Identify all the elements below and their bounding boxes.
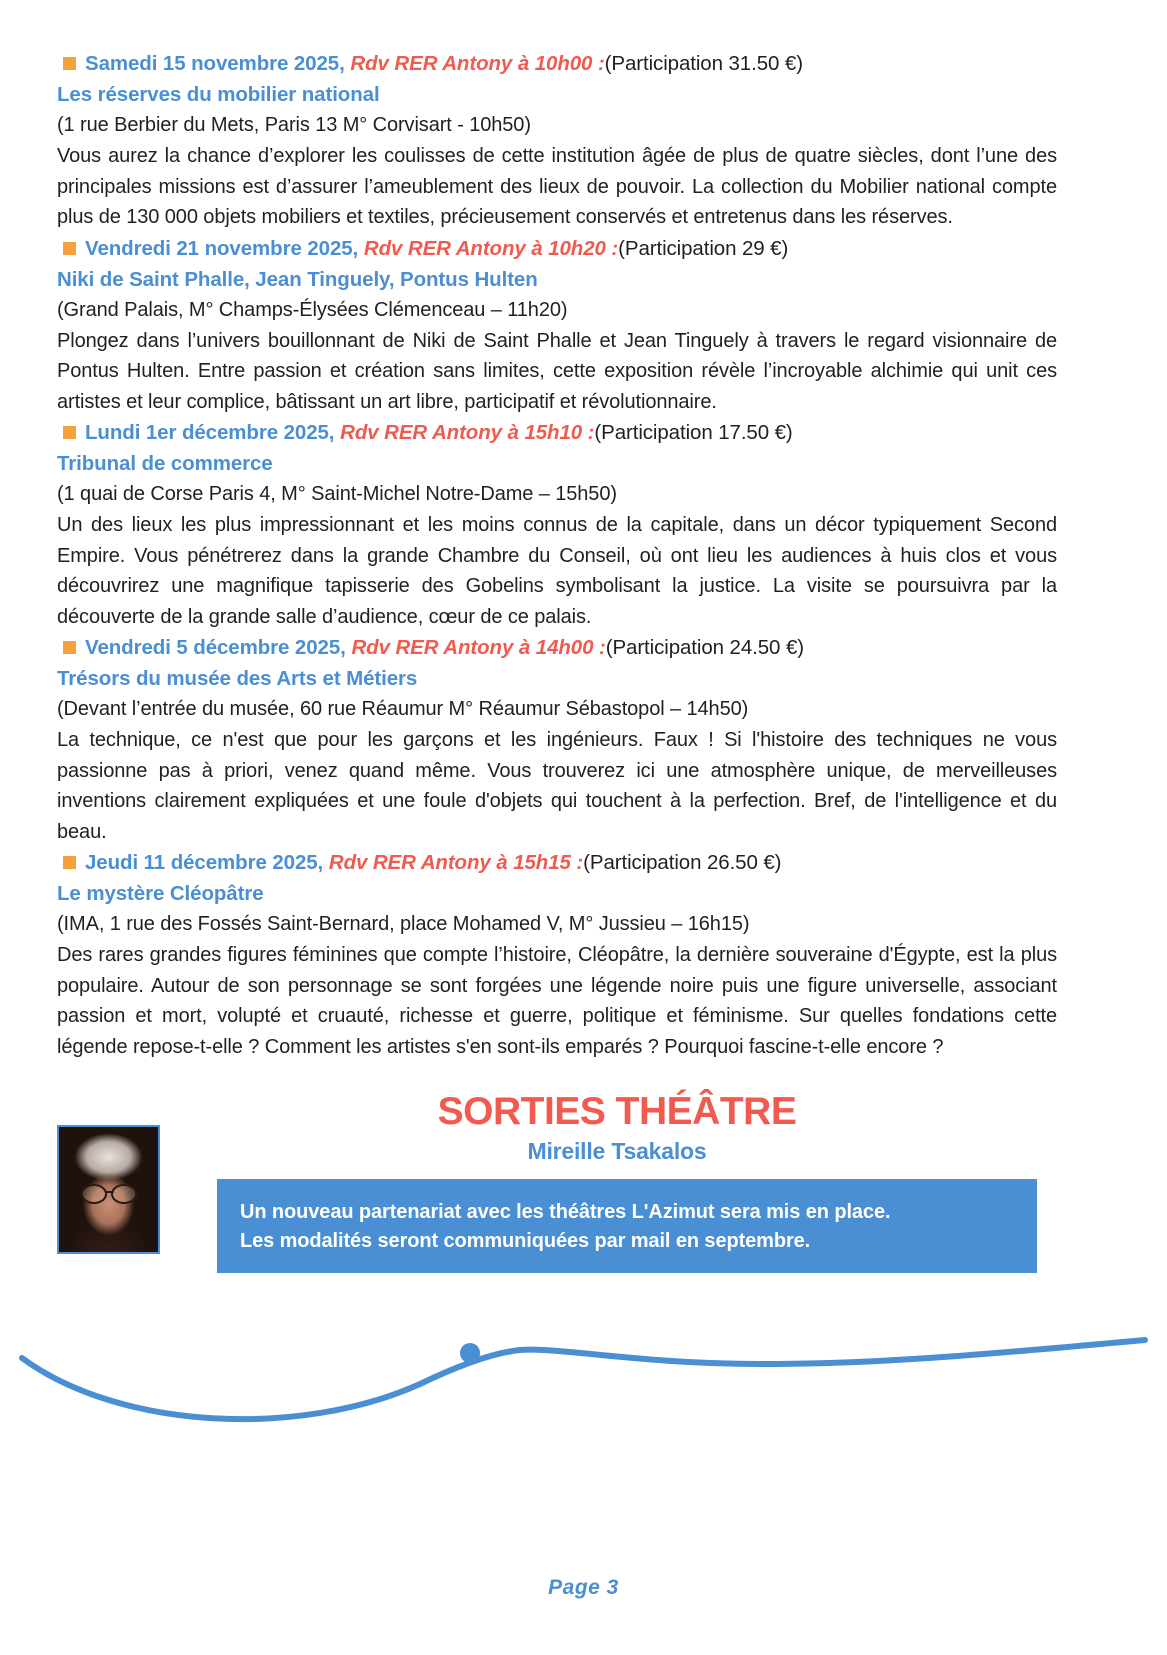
outing-entry (57, 233, 1057, 418)
outing-title: Le mystère Cléopâtre (57, 882, 264, 905)
outing-header (57, 233, 1057, 264)
outing-participation: (Participation 26.50 €) (583, 851, 782, 874)
theatre-author: Mireille Tsakalos (527, 1138, 707, 1164)
outing-description: Vous aurez la chance d’explorer les coulisses de cette institution âgée de plus de quatre siècles, dont l’une des principales missions est d’assurer l’ameublement des lieux de pouvoir. La collection du Mobilier national compte plus de 130 000 objets mobiliers et textiles, précieusement conservés et entretenus dans les réserves. (57, 145, 1057, 228)
page-footer: Page 3 (548, 1576, 619, 1599)
outing-title: Trésors du musée des Arts et Métiers (57, 667, 418, 690)
outing-title: Tribunal de commerce (57, 452, 273, 475)
outing-venue: (1 rue Berbier du Mets, Paris 13 M° Corvisart - 10h50) (57, 114, 531, 136)
outing-entry (57, 632, 1057, 847)
outing-entry (57, 48, 1057, 233)
outing-venue: (1 quai de Corse Paris 4, M° Saint-Michel Notre-Dame – 15h50) (57, 483, 617, 505)
callout-line-1: Un nouveau partenariat avec les théâtres L'Azimut sera mis en place. (240, 1201, 891, 1223)
outing-description: Des rares grandes figures féminines que compte l’histoire, Cléopâtre, la dernière souveraine d'Égypte, est la plus populaire. Autour de son personnage se sont forgées une légende noire puis une figure universelle, associant passion et mort, volupté et cruauté, richesse et guerre, politique et féminisme. Sur quelles fondations cette légende repose-t-elle ? Comment les artistes s'en sont-ils emparés ? Pourquoi fascine-t-elle encore ? (57, 944, 1057, 1058)
outing-title: Les réserves du mobilier national (57, 83, 380, 106)
outing-entry (57, 417, 1057, 632)
outing-rdv: Rdv RER Antony à 15h15 : (328, 851, 584, 874)
outing-description: Un des lieux les plus impressionnant et les moins connus de la capitale, dans un décor typiquement Second Empire. Vous pénétrerez dans la grande Chambre du Conseil, où ont lieu les audiences à huis clos et vous découvrirez une magnifique tapisserie des Gobelins symbolisant la justice. La visite se poursuivra par la découverte de la grande salle d’audience, cœur de ce palais. (57, 514, 1057, 628)
outing-description: Plongez dans l’univers bouillonnant de Niki de Saint Phalle et Jean Tinguely à travers le regard visionnaire de Pontus Hulten. Entre passion et création sans limites, cette exposition révèle l’incroyable alchimie qui unit ces artistes et leur complice, bâtissant un art libre, participatif et révolutionnaire. (57, 329, 1057, 413)
theatre-callout-text (240, 1198, 890, 1256)
outing-participation: (Participation 29 €) (618, 236, 789, 260)
bullet-square-icon (63, 57, 76, 70)
outing-rdv: Rdv RER Antony à 15h10 : (340, 421, 595, 444)
wave-path (22, 1340, 1145, 1419)
outing-venue: (Devant l’entrée du musée, 60 rue Réaumur M° Réaumur Sébastopol – 14h50) (57, 698, 749, 720)
outing-participation: (Participation 31.50 €) (604, 52, 803, 75)
outing-date: Jeudi 11 décembre 2025, (85, 851, 324, 874)
outings-list (57, 48, 1057, 1062)
wave-svg (0, 1320, 1167, 1460)
glasses-icon (79, 1184, 139, 1201)
outing-venue: (IMA, 1 rue des Fossés Saint-Bernard, place Mohamed V, M° Jussieu – 16h15) (57, 913, 750, 935)
outing-participation: (Participation 17.50 €) (594, 421, 793, 444)
bullet-square-icon (63, 426, 76, 439)
outing-date: Samedi 15 novembre 2025, (85, 52, 345, 75)
outing-participation: (Participation 24.50 €) (605, 636, 804, 659)
decorative-wave (0, 1320, 1167, 1460)
wave-dot (460, 1343, 480, 1363)
outing-title: Niki de Saint Phalle, Jean Tinguely, Pontus Hulten (57, 267, 538, 291)
outing-header (57, 48, 1057, 79)
outing-date: Vendredi 21 novembre 2025, (85, 236, 359, 260)
theatre-heading: SORTIES THÉÂTRE (437, 1090, 797, 1133)
avatar (57, 1125, 160, 1254)
bullet-square-icon (63, 856, 76, 869)
outing-header (57, 847, 1057, 878)
outing-header (57, 632, 1057, 663)
bullet-square-icon (63, 242, 76, 255)
outing-description: La technique, ce n'est que pour les garçons et les ingénieurs. Faux ! Si l'histoire des techniques ne vous passionne pas à priori, venez quand même. Vous trouverez ici une atmosphère unique, de merveilleuses inventions clairement expliquées et une foule d'objets qui touchent à la perfection. Bref, de l'intelligence et du beau. (57, 729, 1057, 843)
outing-header (57, 417, 1057, 448)
outing-rdv: Rdv RER Antony à 10h00 : (350, 52, 605, 75)
outing-date: Vendredi 5 décembre 2025, (85, 636, 346, 659)
outing-date: Lundi 1er décembre 2025, (85, 421, 335, 444)
outing-rdv: Rdv RER Antony à 14h00 : (351, 636, 606, 659)
bullet-square-icon (63, 641, 76, 654)
theatre-callout-box (217, 1179, 1037, 1273)
outing-rdv: Rdv RER Antony à 10h20 : (363, 236, 619, 260)
callout-line-2: Les modalités seront communiquées par mail en septembre. (240, 1230, 811, 1252)
outing-venue: (Grand Palais, M° Champs-Élysées Clémenceau – 11h20) (57, 298, 568, 321)
outing-entry (57, 847, 1057, 1062)
theatre-section (0, 1087, 1167, 1287)
